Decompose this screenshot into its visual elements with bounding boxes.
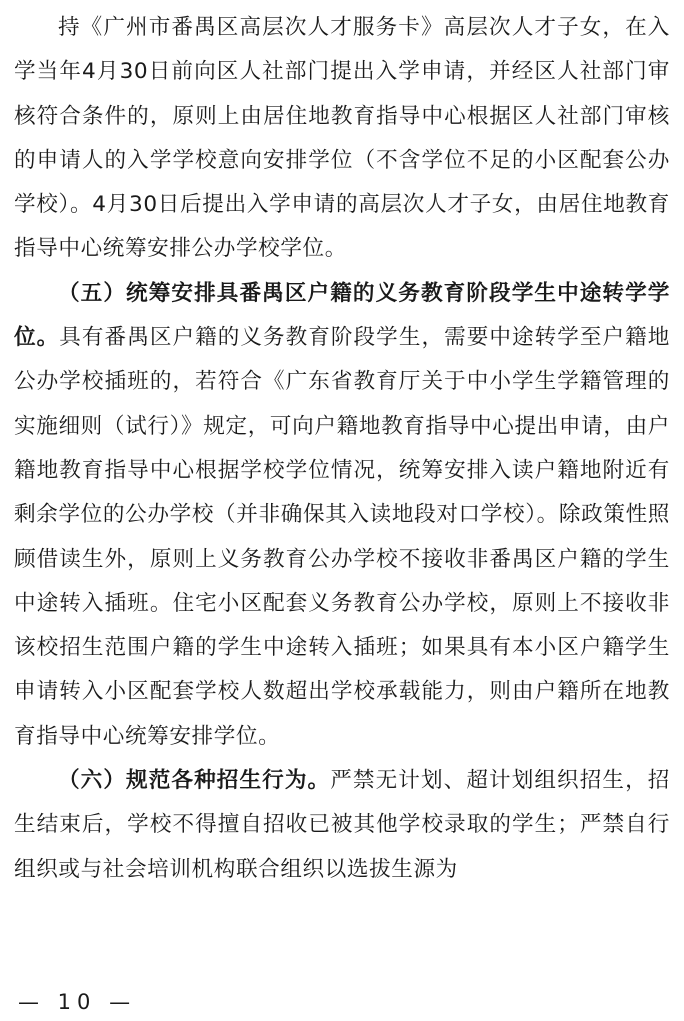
paragraph-transfer-places xyxy=(14,272,670,759)
paragraph-text: 具有番禺区户籍的义务教育阶段学生，需要中途转学至户籍地公办学校插班的，若符合《广东省教育厅关于中小学生学籍管理的实施细则（试行）》规定，可向户籍地教育指导中心提出申请，由户籍地教育指导中心根据学校学位情况，统筹安排入读户籍地附近有剩余学位的公办学校（并非确保其入读地段对口学校）。除政策性照顾借读生外，原则上义务教育公办学校不接收非番禺区户籍的学生中途转入插班。住宅小区配套义务教育公办学校，原则上不接收非该校招生范围户籍的学生中途转入插班；如果具有本小区户籍学生申请转入小区配套学校人数超出学校承载能力，则由户籍所在地教育指导中心统筹安排学位。 xyxy=(14,325,671,749)
section-heading-5: （五）统筹安排具番禺区户籍的义务教育阶段学生中途转学学位。 xyxy=(14,280,670,351)
paragraph-talent-children-enrollment xyxy=(14,6,670,272)
page-number: — 10 — xyxy=(18,990,137,1014)
section-heading-6: （六）规范各种招生行为。 xyxy=(58,768,331,794)
paragraph-text: 严禁无计划、超计划组织招生，招生结束后，学校不得擅自招收已被其他学校录取的学生；严禁自行组织或与社会培训机构联合组织以选拔生源为 xyxy=(14,768,670,882)
body-text xyxy=(14,6,670,892)
paragraph-admission-conduct xyxy=(14,759,670,892)
paragraph-text: 持《广州市番禺区高层次人才服务卡》高层次人才子女，在入学当年4月30日前向区人社部门提出入学申请，并经区人社部门审核符合条件的，原则上由居住地教育指导中心根据区人社部门审核的申请人的入学学校意向安排学位（不含学位不足的小区配套公办学校）。4月30日后提出入学申请的高层次人才子女，由居住地教育指导中心统筹安排公办学校学位。 xyxy=(14,15,670,262)
